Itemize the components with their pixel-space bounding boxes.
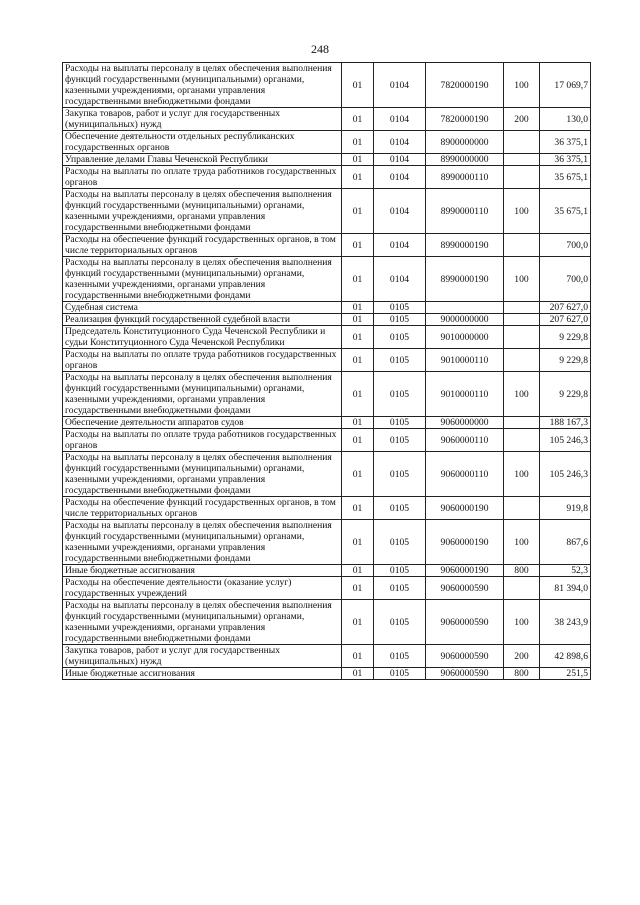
expense-type-cell: 100 <box>504 189 540 234</box>
expense-name-cell: Расходы на выплаты персоналу в целях обеспечения выполнения функций государственными (муниципальными) органами, казенными учреждениями, органами управления государственными внебюджетными фондами <box>63 257 342 302</box>
subsection-code-cell: 0105 <box>374 600 426 645</box>
subsection-code-cell: 0105 <box>374 668 426 680</box>
section-code-cell: 01 <box>342 63 374 108</box>
section-code-cell: 01 <box>342 166 374 189</box>
subsection-code-cell: 0104 <box>374 234 426 257</box>
budget-table <box>62 62 591 680</box>
expense-type-cell <box>504 314 540 326</box>
expense-type-cell <box>504 131 540 154</box>
subsection-code-cell: 0105 <box>374 314 426 326</box>
amount-cell: 17 069,7 <box>540 63 591 108</box>
expense-type-cell <box>504 234 540 257</box>
subsection-code-cell: 0105 <box>374 520 426 565</box>
amount-cell: 35 675,1 <box>540 189 591 234</box>
amount-cell: 38 243,9 <box>540 600 591 645</box>
amount-cell: 207 627,0 <box>540 302 591 314</box>
table-row <box>63 429 591 452</box>
target-article-cell: 9060000590 <box>426 600 504 645</box>
subsection-code-cell: 0104 <box>374 154 426 166</box>
section-code-cell: 01 <box>342 189 374 234</box>
target-article-cell <box>426 302 504 314</box>
table-row <box>63 189 591 234</box>
expense-type-cell <box>504 417 540 429</box>
subsection-code-cell: 0104 <box>374 257 426 302</box>
subsection-code-cell: 0104 <box>374 108 426 131</box>
target-article-cell: 8990000110 <box>426 166 504 189</box>
expense-type-cell: 100 <box>504 257 540 302</box>
expense-type-cell <box>504 302 540 314</box>
expense-name-cell: Закупка товаров, работ и услуг для государственных (муниципальных) нужд <box>63 108 342 131</box>
expense-type-cell <box>504 497 540 520</box>
target-article-cell: 9060000190 <box>426 565 504 577</box>
target-article-cell: 7820000190 <box>426 63 504 108</box>
expense-name-cell: Расходы на выплаты персоналу в целях обеспечения выполнения функций государственными (муниципальными) органами, казенными учреждениями, органами управления государственными внебюджетными фондами <box>63 372 342 417</box>
expense-type-cell <box>504 429 540 452</box>
expense-type-cell <box>504 349 540 372</box>
target-article-cell: 7820000190 <box>426 108 504 131</box>
table-row <box>63 452 591 497</box>
target-article-cell: 9010000000 <box>426 326 504 349</box>
amount-cell: 919,8 <box>540 497 591 520</box>
target-article-cell: 9000000000 <box>426 314 504 326</box>
table-row <box>63 154 591 166</box>
expense-name-cell: Расходы на выплаты по оплате труда работников государственных органов <box>63 349 342 372</box>
target-article-cell: 9060000110 <box>426 429 504 452</box>
subsection-code-cell: 0105 <box>374 577 426 600</box>
table-row <box>63 577 591 600</box>
amount-cell: 188 167,3 <box>540 417 591 429</box>
subsection-code-cell: 0104 <box>374 131 426 154</box>
expense-name-cell: Реализация функций государственной судебной власти <box>63 314 342 326</box>
amount-cell: 867,6 <box>540 520 591 565</box>
expense-type-cell <box>504 154 540 166</box>
amount-cell: 42 898,6 <box>540 645 591 668</box>
amount-cell: 36 375,1 <box>540 154 591 166</box>
table-row <box>63 326 591 349</box>
section-code-cell: 01 <box>342 429 374 452</box>
amount-cell: 700,0 <box>540 257 591 302</box>
expense-name-cell: Иные бюджетные ассигнования <box>63 565 342 577</box>
section-code-cell: 01 <box>342 314 374 326</box>
expense-name-cell: Расходы на обеспечение функций государственных органов, в том числе территориальных органов <box>63 497 342 520</box>
amount-cell: 81 394,0 <box>540 577 591 600</box>
section-code-cell: 01 <box>342 452 374 497</box>
table-row <box>63 668 591 680</box>
section-code-cell: 01 <box>342 645 374 668</box>
section-code-cell: 01 <box>342 417 374 429</box>
amount-cell: 9 229,8 <box>540 349 591 372</box>
subsection-code-cell: 0105 <box>374 372 426 417</box>
table-row <box>63 645 591 668</box>
table-row <box>63 520 591 565</box>
expense-name-cell: Председатель Конституционного Суда Чеченской Республики и судьи Конституционного Суда Чеченской Республики <box>63 326 342 349</box>
amount-cell: 35 675,1 <box>540 166 591 189</box>
table-row <box>63 257 591 302</box>
expense-name-cell: Расходы на выплаты персоналу в целях обеспечения выполнения функций государственными (муниципальными) органами, казенными учреждениями, органами управления государственными внебюджетными фондами <box>63 189 342 234</box>
subsection-code-cell: 0105 <box>374 417 426 429</box>
section-code-cell: 01 <box>342 577 374 600</box>
section-code-cell: 01 <box>342 520 374 565</box>
section-code-cell: 01 <box>342 302 374 314</box>
target-article-cell: 9010000110 <box>426 372 504 417</box>
expense-type-cell: 100 <box>504 520 540 565</box>
expense-type-cell: 100 <box>504 600 540 645</box>
expense-name-cell: Судебная система <box>63 302 342 314</box>
section-code-cell: 01 <box>342 108 374 131</box>
target-article-cell: 9060000110 <box>426 452 504 497</box>
amount-cell: 105 246,3 <box>540 429 591 452</box>
expense-type-cell: 100 <box>504 452 540 497</box>
expense-name-cell: Расходы на выплаты по оплате труда работников государственных органов <box>63 166 342 189</box>
expense-type-cell: 200 <box>504 108 540 131</box>
section-code-cell: 01 <box>342 234 374 257</box>
section-code-cell: 01 <box>342 565 374 577</box>
amount-cell: 36 375,1 <box>540 131 591 154</box>
expense-type-cell: 100 <box>504 372 540 417</box>
section-code-cell: 01 <box>342 326 374 349</box>
expense-type-cell <box>504 326 540 349</box>
expense-name-cell: Закупка товаров, работ и услуг для государственных (муниципальных) нужд <box>63 645 342 668</box>
subsection-code-cell: 0105 <box>374 645 426 668</box>
amount-cell: 130,0 <box>540 108 591 131</box>
table-row <box>63 131 591 154</box>
expense-type-cell: 800 <box>504 668 540 680</box>
expense-name-cell: Обеспечение деятельности аппаратов судов <box>63 417 342 429</box>
table-row <box>63 600 591 645</box>
expense-type-cell: 100 <box>504 63 540 108</box>
subsection-code-cell: 0104 <box>374 166 426 189</box>
target-article-cell: 9060000590 <box>426 668 504 680</box>
subsection-code-cell: 0105 <box>374 349 426 372</box>
section-code-cell: 01 <box>342 154 374 166</box>
table-row <box>63 302 591 314</box>
expense-name-cell: Расходы на выплаты персоналу в целях обеспечения выполнения функций государственными (муниципальными) органами, казенными учреждениями, органами управления государственными внебюджетными фондами <box>63 63 342 108</box>
target-article-cell: 9060000000 <box>426 417 504 429</box>
table-row <box>63 497 591 520</box>
expense-name-cell: Расходы на выплаты персоналу в целях обеспечения выполнения функций государственными (муниципальными) органами, казенными учреждениями, органами управления государственными внебюджетными фондами <box>63 520 342 565</box>
section-code-cell: 01 <box>342 131 374 154</box>
table-row <box>63 417 591 429</box>
expense-type-cell: 200 <box>504 645 540 668</box>
expense-name-cell: Расходы на выплаты персоналу в целях обеспечения выполнения функций государственными (муниципальными) органами, казенными учреждениями, органами управления государственными внебюджетными фондами <box>63 452 342 497</box>
table-row <box>63 63 591 108</box>
table-row <box>63 108 591 131</box>
target-article-cell: 9060000590 <box>426 645 504 668</box>
section-code-cell: 01 <box>342 668 374 680</box>
expense-name-cell: Расходы на обеспечение функций государственных органов, в том числе территориальных органов <box>63 234 342 257</box>
amount-cell: 251,5 <box>540 668 591 680</box>
target-article-cell: 8990000190 <box>426 234 504 257</box>
section-code-cell: 01 <box>342 497 374 520</box>
amount-cell: 9 229,8 <box>540 372 591 417</box>
expense-type-cell <box>504 577 540 600</box>
target-article-cell: 9010000110 <box>426 349 504 372</box>
section-code-cell: 01 <box>342 349 374 372</box>
subsection-code-cell: 0104 <box>374 189 426 234</box>
expense-name-cell: Обеспечение деятельности отдельных республиканских государственных органов <box>63 131 342 154</box>
table-row <box>63 314 591 326</box>
amount-cell: 52,3 <box>540 565 591 577</box>
target-article-cell: 8990000190 <box>426 257 504 302</box>
subsection-code-cell: 0105 <box>374 565 426 577</box>
expense-type-cell <box>504 166 540 189</box>
amount-cell: 207 627,0 <box>540 314 591 326</box>
subsection-code-cell: 0105 <box>374 497 426 520</box>
target-article-cell: 8990000110 <box>426 189 504 234</box>
table-row <box>63 349 591 372</box>
target-article-cell: 9060000190 <box>426 520 504 565</box>
subsection-code-cell: 0104 <box>374 63 426 108</box>
expense-name-cell: Управление делами Главы Чеченской Республики <box>63 154 342 166</box>
target-article-cell: 8990000000 <box>426 154 504 166</box>
expense-name-cell: Иные бюджетные ассигнования <box>63 668 342 680</box>
table-row <box>63 372 591 417</box>
expense-type-cell: 800 <box>504 565 540 577</box>
section-code-cell: 01 <box>342 257 374 302</box>
section-code-cell: 01 <box>342 372 374 417</box>
subsection-code-cell: 0105 <box>374 429 426 452</box>
target-article-cell: 9060000590 <box>426 577 504 600</box>
expense-name-cell: Расходы на выплаты персоналу в целях обеспечения выполнения функций государственными (муниципальными) органами, казенными учреждениями, органами управления государственными внебюджетными фондами <box>63 600 342 645</box>
amount-cell: 9 229,8 <box>540 326 591 349</box>
subsection-code-cell: 0105 <box>374 302 426 314</box>
expense-name-cell: Расходы на выплаты по оплате труда работников государственных органов <box>63 429 342 452</box>
subsection-code-cell: 0105 <box>374 326 426 349</box>
table-row <box>63 565 591 577</box>
target-article-cell: 9060000190 <box>426 497 504 520</box>
subsection-code-cell: 0105 <box>374 452 426 497</box>
section-code-cell: 01 <box>342 600 374 645</box>
table-row <box>63 234 591 257</box>
amount-cell: 105 246,3 <box>540 452 591 497</box>
table-row <box>63 166 591 189</box>
target-article-cell: 8900000000 <box>426 131 504 154</box>
expense-name-cell: Расходы на обеспечение деятельности (оказание услуг) государственных учреждений <box>63 577 342 600</box>
amount-cell: 700,0 <box>540 234 591 257</box>
page-number: 248 <box>311 42 329 56</box>
